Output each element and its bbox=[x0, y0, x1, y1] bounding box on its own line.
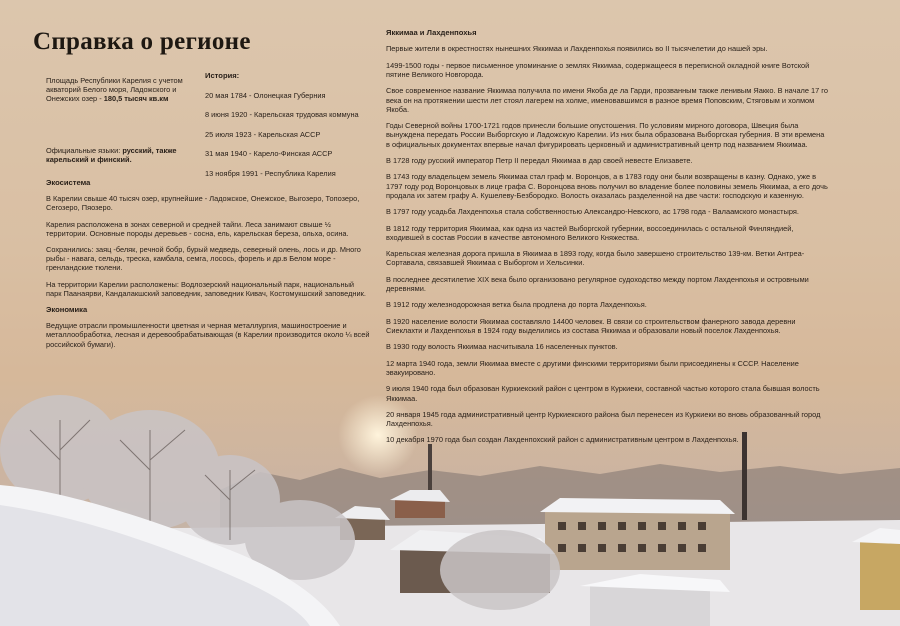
economy-heading: Экономика bbox=[46, 305, 88, 315]
history-paragraph: Свое современное название Яккимаа получила по имени Якоба де ла Гарди, прозванным также ленивым Яакко. В начале 17 го века он на протяжении шести лет стоял лагерем на холме, именовавшимся в разное время Поповским, Стяговым и холмом Якоба. bbox=[386, 86, 828, 114]
history-item: 13 ноября 1991 - Республика Карелия bbox=[205, 168, 336, 178]
history-paragraph: 10 декабря 1970 года был создан Лахденпохский район с административным центром в Лахденпохья. bbox=[386, 435, 739, 445]
official-languages bbox=[46, 146, 196, 164]
ecosystem-paragraph: В Карелии свыше 40 тысяч озер, крупнейшие - Ладожское, Онежское, Выгозеро, Топозеро, Сегозеро, Пяозеро. bbox=[46, 194, 360, 213]
right-column bbox=[386, 28, 830, 452]
history-paragraph: В 1728 году русский император Петр II передал Яккимаа в дар своей невесте Елизавете. bbox=[386, 155, 693, 165]
languages-value: русский, также карельский и финский. bbox=[46, 146, 177, 165]
history-paragraph: В 1920 население волости Яккимаа составляло 14400 человек. В связи со строительством фанерного завода деревни Сиеклахти и Лахденпохья в 1924 году выделились из состава Яккимаа и образовали новый поселок Лахденпохья. bbox=[386, 316, 796, 335]
ecosystem-paragraph: На территории Карелии расположены: Водлозерский национальный парк, национальный парк Паанаярви, Кандалакшский заповедник, заповедник Кивач, Костомукшский заповедник. bbox=[46, 279, 366, 298]
history-paragraph: 12 марта 1940 года, земли Яккимаа вместе с другими финскими территориями были присоединены к СССР. Население эвакуировано. bbox=[386, 358, 799, 377]
left-column bbox=[46, 178, 371, 356]
area-text: Площадь Республики Карелия с учетом акваторий Белого моря, Ладожского и Онежских озер - bbox=[46, 76, 183, 104]
history-heading: История: bbox=[205, 71, 240, 80]
ecosystem-paragraph: Сохранились: заяц -беляк, речной бобр, бурый медведь, северный олень, лось и др. Много рыбы - навага, сельдь, треска, камбала, семга, лосось, форель и др.в Белом море - гренландские тюлени. bbox=[46, 245, 361, 273]
history-paragraph: В 1812 году территория Яккимаа, как одна из частей Выборгской губернии, воссоединилась с остальной Финляндией, входившей в состав России в качестве автономного Великого Княжества. bbox=[386, 223, 794, 242]
history-paragraph: 9 июля 1940 года был образован Куркиекский район с центром в Куркиеки, составной частью которого стала бывшая волость Яккимаа. bbox=[386, 384, 820, 403]
history-paragraph: Карельская железная дорога пришла в Яккимаа в 1893 году, когда было завершено строительство 139-км. Ветки Антреа-Сортавала, связавшей Яккимаа с Выборгом и Хельсинки. bbox=[386, 249, 805, 268]
history-paragraph: 1499-1500 годы - первое письменное упоминание о землях Яккимаа, содержащееся в переписной окладной книге Вотской пятине Великого Новгорода. bbox=[386, 60, 810, 79]
history-paragraph: В 1930 году волость Яккимаа насчитывала 16 населенных пунктов. bbox=[386, 342, 618, 352]
history-paragraph: Первые жители в окрестностях нынешних Яккимаа и Лахденпохья появились во II тысячелетии до нашей эры. bbox=[386, 44, 768, 54]
ecosystem-heading: Экосистема bbox=[46, 178, 91, 187]
history-paragraph: 20 января 1945 года административный центр Куркиекского района был перенесен из Куркиеки во вновь образованный город Лахденпохья. bbox=[386, 409, 821, 429]
area-value: 180,5 тысяч кв.км bbox=[103, 94, 169, 104]
history-paragraph: В 1912 году железнодорожная ветка была продлена до порта Лахденпохья. bbox=[386, 300, 647, 310]
page-title: Справка о регионе bbox=[33, 28, 251, 55]
history-paragraph: Годы Северной войны 1700-1721 годов принесли большие опустошения. По условиям мирного договора, Швеция была вынуждена передать России Выборгскую и Ладожскую Карелии. Из них была образована Выборгская губерния. В эти времена в официальных документах впервые начал фигурировать церковный и административный центр под названием Яккимаа. bbox=[386, 121, 825, 149]
languages-label: Официальные языки: bbox=[46, 146, 123, 155]
history-paragraph: В 1797 году усадьба Лахденпохья стала собственностью Александро-Невского, ас 1798 года - Валаамского монастыря. bbox=[386, 207, 799, 217]
history-item: 20 мая 1784 - Олонецкая Губерния bbox=[205, 90, 326, 100]
history-text-heading: Яккимаа и Лахденпохья bbox=[386, 28, 477, 37]
history-list bbox=[205, 71, 385, 189]
area-info bbox=[46, 76, 196, 104]
ecosystem-paragraph: Карелия расположена в зонах северной и средней тайги. Леса занимают свыше ½ территории. Основные породы деревьев - сосна, ель, карельская береза, ольха, осина. bbox=[46, 219, 349, 238]
history-item: 31 мая 1940 - Карело-Финская АССР bbox=[205, 149, 333, 159]
economy-paragraph: Ведущие отрасли промышленности цветная и черная металлургия, машиностроение и металлообработка, лесная и деревообрабатывающая (в Карелии производится около ¼ всей российской бумаги). bbox=[46, 321, 370, 349]
history-paragraph: В последнее десятилетие XIX века было организовано регулярное судоходство между портом Лахденпохья и островными деревнями. bbox=[386, 274, 809, 293]
history-item: 25 июля 1923 - Карельская АССР bbox=[205, 129, 321, 139]
history-item: 8 июня 1920 - Карельская трудовая коммуна bbox=[205, 110, 359, 120]
history-paragraph: В 1743 году владельцем земель Яккимаа стал граф м. Воронцов, а в 1783 году они были возвращены в казну. Однако, уже в 1797 году род Воронцовых в лице графа С. Воронцова вновь получил во владение более половины земель Яккимаа, а его дочь продала их затем графу А. Кушелеву-Безбородко. Волость оказалась разделенной на две части: господскую и казенную. bbox=[386, 172, 828, 200]
